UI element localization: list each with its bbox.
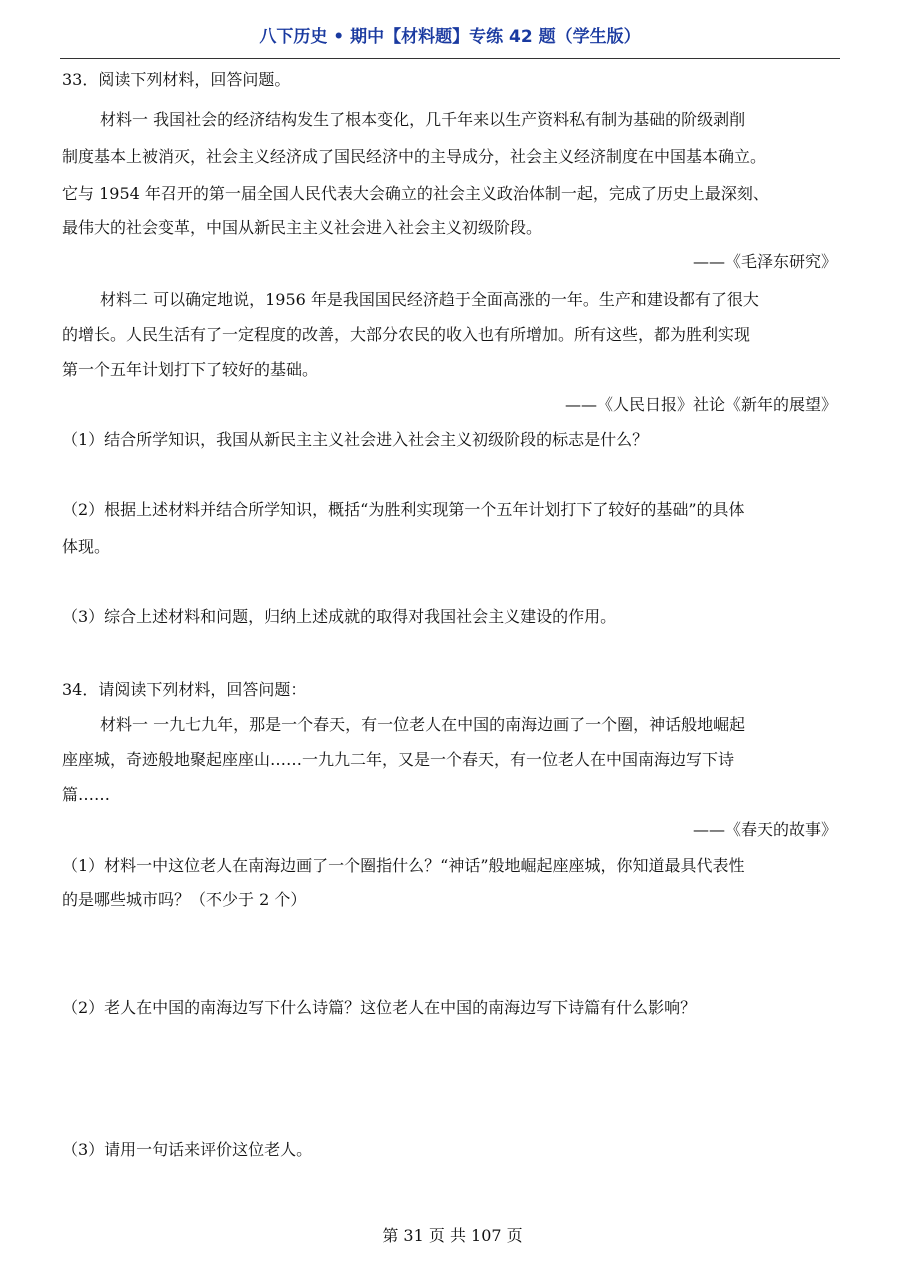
q34-material1-line: 座座城，奇迹般地聚起座座山……一九九二年，又是一个春天，有一位老人在中国南海边写下诗 [62,750,735,769]
q33-material2-line: 材料二 可以确定地说，1956 年是我国国民经济趋于全面高涨的一年。生产和建设都有了很大 [100,290,759,309]
q34-subquestion-2: （2）老人在中国的南海边写下什么诗篇？这位老人在中国的南海边写下诗篇有什么影响？ [62,998,697,1017]
q33-material2-source: ——《人民日报》社论《新年的展望》 [564,395,837,414]
q33-material1-line: 它与 1954 年召开的第一届全国人民代表大会确立的社会主义政治体制一起，完成了历史上最深刻、 [62,184,769,203]
q34-material1-source: ——《春天的故事》 [692,820,837,839]
q33-material1-source: ——《毛泽东研究》 [692,252,837,271]
q34-subquestion-1: 的是哪些城市吗？（不少于 2 个） [62,890,307,909]
q33-material1-line: 最伟大的社会变革，中国从新民主主义社会进入社会主义初级阶段。 [62,218,543,237]
q33-material1-line: 制度基本上被消灭，社会主义经济成了国民经济中的主导成分，社会主义经济制度在中国基本确立。 [62,147,767,166]
q33-material2-line: 的增长。人民生活有了一定程度的改善，大部分农民的收入也有所增加。所有这些，都为胜利实现 [62,325,751,344]
q34-material1-line: 材料一 一九七九年，那是一个春天，有一位老人在中国的南海边画了一个圈，神话般地崛起 [100,715,746,734]
q33-material1-line: 材料一 我国社会的经济结构发生了根本变化，几千年来以生产资料私有制为基础的阶级剥削 [100,110,746,129]
page-number: 第 31 页 共 107 页 [382,1226,523,1245]
q34-stem: 34．请阅读下列材料，回答问题： [62,680,307,699]
q33-subquestion-2: （2）根据上述材料并结合所学知识，概括“为胜利实现第一个五年计划打下了较好的基础”的具体 [62,500,745,519]
q33-subquestion-3: （3）综合上述材料和问题，归纳上述成就的取得对我国社会主义建设的作用。 [62,607,617,626]
q34-subquestion-3: （3）请用一句话来评价这位老人。 [62,1140,313,1159]
q33-stem: 33．阅读下列材料，回答问题。 [62,70,291,89]
header-divider [60,58,840,59]
q33-material2-line: 第一个五年计划打下了较好的基础。 [62,360,319,379]
q33-subquestion-1: （1）结合所学知识，我国从新民主主义社会进入社会主义初级阶段的标志是什么？ [62,430,649,449]
q34-material1-line: 篇…… [62,785,111,804]
q33-subquestion-2: 体现。 [62,537,111,556]
q34-subquestion-1: （1）材料一中这位老人在南海边画了一个圈指什么？“神话”般地崛起座座城，你知道最具代表性 [62,856,745,875]
page-header-title: 八下历史 • 期中【材料题】专练 42 题（学生版） [259,27,641,47]
